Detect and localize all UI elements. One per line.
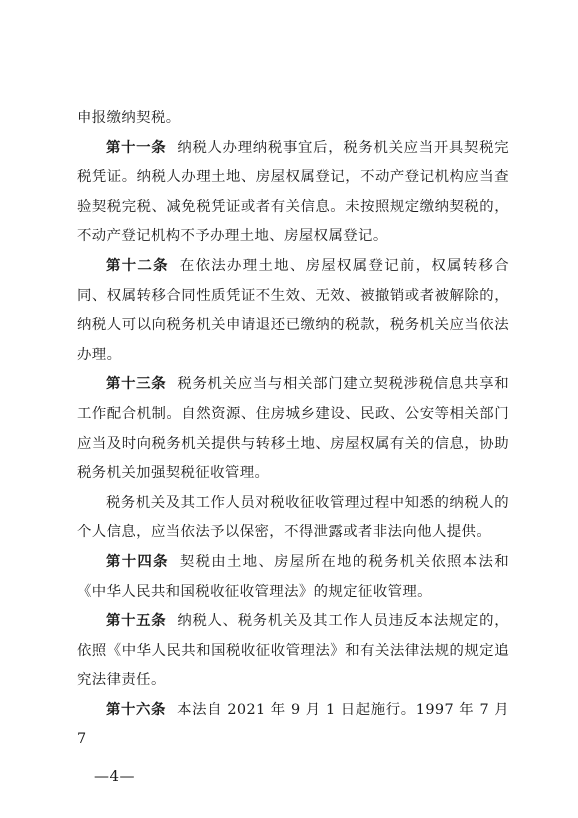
article-11 <box>77 134 509 252</box>
article-number: 第十一条 <box>106 139 167 156</box>
article-13 <box>77 370 509 488</box>
document-body <box>77 104 509 755</box>
article-13-paragraph-2 <box>77 489 509 548</box>
paragraph-text: 在依法办理土地、房屋权属登记前，权属转移合同、权属转移合同性质凭证不生效、无效、被撤销或者被解除的，纳税人可以向税务机关申请退还已缴纳的税款，税务机关应当依法办理。 <box>77 257 509 363</box>
article-16 <box>77 696 509 755</box>
article-12 <box>77 252 509 370</box>
article-number: 第十六条 <box>106 701 167 718</box>
paragraph-text: 纳税人办理纳税事宜后，税务机关应当开具契税完税凭证。纳税人办理土地、房屋权属登记，不动产登记机构应当查验契税完税、减免税凭证或者有关信息。未按照规定缴纳契税的，不动产登记机构不予办理土地、房屋权属登记。 <box>77 139 509 245</box>
page-number: —4— <box>94 767 136 785</box>
paragraph-text: 本法自 2021 年 9 月 1 日起施行。1997 年 7 月 7 <box>77 701 509 748</box>
paragraph-text: 纳税人、税务机关及其工作人员违反本法规定的，依照《中华人民共和国税收征收管理法》和有关法律法规的规定追究法律责任。 <box>77 613 509 689</box>
article-number: 第十三条 <box>106 376 167 393</box>
paragraph-text: 税务机关应当与相关部门建立契税涉税信息共享和工作配合机制。自然资源、住房城乡建设、民政、公安等相关部门应当及时向税务机关提供与转移土地、房屋权属有关的信息，协助税务机关加强契税征收管理。 <box>77 376 509 482</box>
paragraph-continuation <box>77 104 509 134</box>
article-number: 第十四条 <box>106 553 169 570</box>
article-14 <box>77 548 509 607</box>
paragraph-text: 税务机关及其工作人员对税收征收管理过程中知悉的纳税人的个人信息，应当依法予以保密，不得泄露或者非法向他人提供。 <box>77 494 509 541</box>
paragraph-text: 申报缴纳契税。 <box>77 110 181 126</box>
article-number: 第十二条 <box>106 257 169 274</box>
paragraph-text: 契税由土地、房屋所在地的税务机关依照本法和《中华人民共和国税收征收管理法》的规定征收管理。 <box>77 553 509 600</box>
article-15 <box>77 607 509 696</box>
article-number: 第十五条 <box>106 613 167 630</box>
